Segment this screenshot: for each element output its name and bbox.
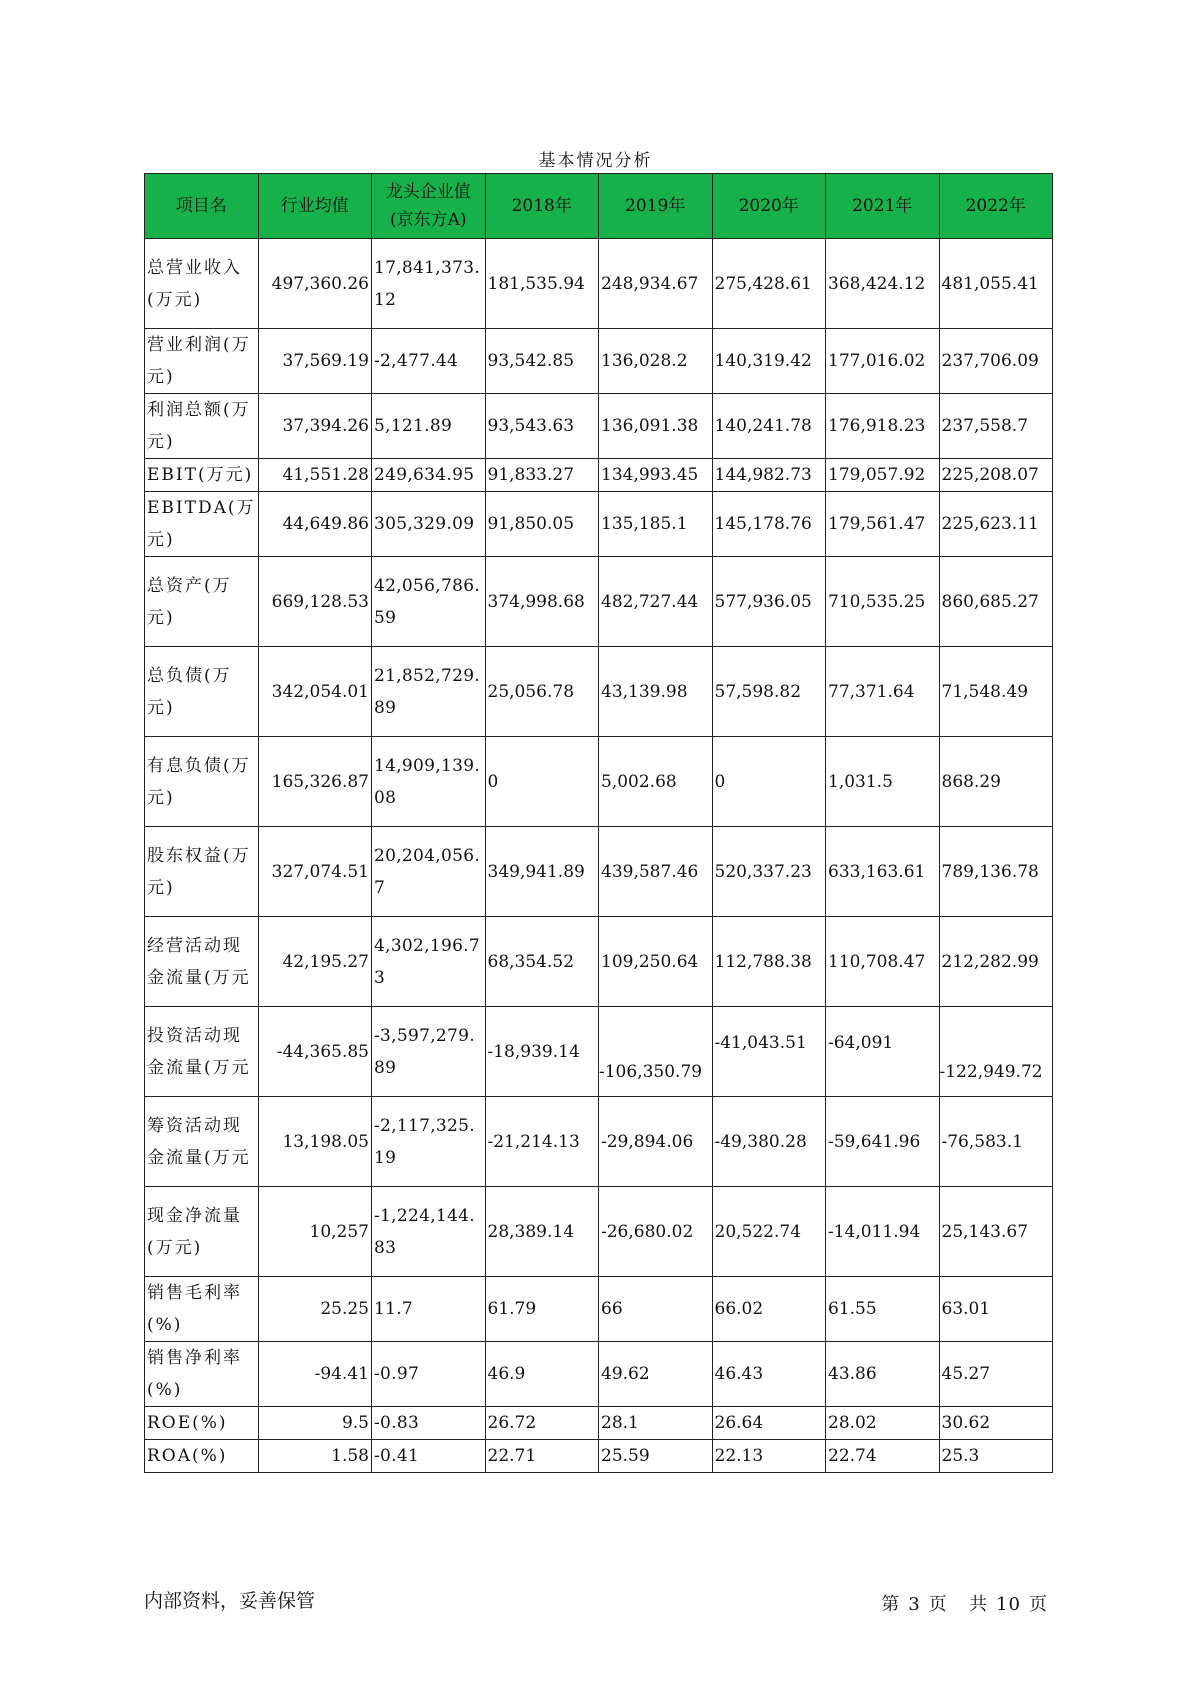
- leader-value-cell: 5,121.89: [372, 394, 486, 459]
- table-body: [145, 239, 1053, 1473]
- financial-table: [144, 173, 1053, 1473]
- table-title: 基本情况分析: [538, 151, 653, 171]
- table-row: [145, 492, 1053, 557]
- year-cell-2018: 46.9: [485, 1342, 599, 1407]
- year-cell-2018: -21,214.13: [485, 1097, 599, 1187]
- year-cell-2022: 25.3: [939, 1440, 1053, 1473]
- year-cell-2022: 45.27: [939, 1342, 1053, 1407]
- year-cell-2020: 0: [712, 737, 826, 827]
- table-row: [145, 917, 1053, 1007]
- industry-average-cell: 669,128.53: [258, 557, 372, 647]
- year-cell-2020: 144,982.73: [712, 459, 826, 492]
- column-header-4: 2019年: [599, 174, 713, 239]
- year-cell-2018: 26.72: [485, 1407, 599, 1440]
- column-header-5: 2020年: [712, 174, 826, 239]
- year-cell-2018: 28,389.14: [485, 1187, 599, 1277]
- year-cell-2022: 63.01: [939, 1277, 1053, 1342]
- year-cell-2019: -106,350.79: [599, 1007, 713, 1097]
- year-cell-2018: 374,998.68: [485, 557, 599, 647]
- year-cell-2022: 25,143.67: [939, 1187, 1053, 1277]
- year-cell-2021: 179,561.47: [826, 492, 940, 557]
- table-row: [145, 1097, 1053, 1187]
- row-label: 投资活动现金流量(万元: [145, 1007, 259, 1097]
- year-cell-2018: 61.79: [485, 1277, 599, 1342]
- year-cell-2020: 20,522.74: [712, 1187, 826, 1277]
- industry-average-cell: -44,365.85: [258, 1007, 372, 1097]
- year-cell-2022: 212,282.99: [939, 917, 1053, 1007]
- year-cell-2021: 368,424.12: [826, 239, 940, 329]
- year-cell-2021: 28.02: [826, 1407, 940, 1440]
- table-row: [145, 459, 1053, 492]
- year-cell-2021: 179,057.92: [826, 459, 940, 492]
- leader-value-cell: 305,329.09: [372, 492, 486, 557]
- year-cell-2022: 868.29: [939, 737, 1053, 827]
- year-cell-2019: 482,727.44: [599, 557, 713, 647]
- leader-value-cell: -2,477.44: [372, 329, 486, 394]
- year-cell-2018: 0: [485, 737, 599, 827]
- year-cell-2019: 134,993.45: [599, 459, 713, 492]
- industry-average-cell: 327,074.51: [258, 827, 372, 917]
- table-row: [145, 737, 1053, 827]
- row-label: 销售毛利率(%): [145, 1277, 259, 1342]
- column-header-0: 项目名: [145, 174, 259, 239]
- industry-average-cell: 42,195.27: [258, 917, 372, 1007]
- row-label: 有息负债(万元): [145, 737, 259, 827]
- year-cell-2020: 140,319.42: [712, 329, 826, 394]
- page-indicator: [877, 1590, 1052, 1616]
- year-cell-2020: 46.43: [712, 1342, 826, 1407]
- year-cell-2018: -18,939.14: [485, 1007, 599, 1097]
- row-label: 总营业收入(万元): [145, 239, 259, 329]
- year-cell-2018: 93,543.63: [485, 394, 599, 459]
- year-cell-2021: -64,091: [826, 1007, 940, 1097]
- table-row: [145, 1342, 1053, 1407]
- leader-value-cell: 17,841,373.12: [372, 239, 486, 329]
- year-cell-2022: 71,548.49: [939, 647, 1053, 737]
- year-cell-2020: 577,936.05: [712, 557, 826, 647]
- row-label: 股东权益(万元): [145, 827, 259, 917]
- total-pages: 10: [996, 1594, 1021, 1615]
- year-cell-2018: 91,833.27: [485, 459, 599, 492]
- column-header-7: 2022年: [939, 174, 1053, 239]
- year-cell-2022: 860,685.27: [939, 557, 1053, 647]
- year-cell-2018: 93,542.85: [485, 329, 599, 394]
- table-row: [145, 647, 1053, 737]
- leader-value-cell: -2,117,325.19: [372, 1097, 486, 1187]
- industry-average-cell: 342,054.01: [258, 647, 372, 737]
- year-cell-2018: 181,535.94: [485, 239, 599, 329]
- year-cell-2019: 43,139.98: [599, 647, 713, 737]
- year-cell-2019: 136,091.38: [599, 394, 713, 459]
- year-cell-2021: -59,641.96: [826, 1097, 940, 1187]
- leader-value-cell: 4,302,196.73: [372, 917, 486, 1007]
- row-label: 经营活动现金流量(万元: [145, 917, 259, 1007]
- year-cell-2022: 30.62: [939, 1407, 1053, 1440]
- year-cell-2020: 520,337.23: [712, 827, 826, 917]
- industry-average-cell: 44,649.86: [258, 492, 372, 557]
- year-cell-2021: 176,918.23: [826, 394, 940, 459]
- confidential-note: 内部资料，妥善保管: [144, 1590, 316, 1612]
- table-row: [145, 394, 1053, 459]
- industry-average-cell: 37,394.26: [258, 394, 372, 459]
- row-label: ROA(%): [145, 1440, 259, 1473]
- year-cell-2021: 1,031.5: [826, 737, 940, 827]
- row-label: EBIT(万元): [145, 459, 259, 492]
- leader-value-cell: -0.97: [372, 1342, 486, 1407]
- leader-value-cell: 21,852,729.89: [372, 647, 486, 737]
- year-cell-2022: 237,706.09: [939, 329, 1053, 394]
- year-cell-2020: 275,428.61: [712, 239, 826, 329]
- table-row: [145, 1277, 1053, 1342]
- year-cell-2018: 68,354.52: [485, 917, 599, 1007]
- year-cell-2022: -76,583.1: [939, 1097, 1053, 1187]
- industry-average-cell: 13,198.05: [258, 1097, 372, 1187]
- page-number: 3: [908, 1594, 921, 1615]
- industry-average-cell: -94.41: [258, 1342, 372, 1407]
- year-cell-2022: 225,208.07: [939, 459, 1053, 492]
- industry-average-cell: 165,326.87: [258, 737, 372, 827]
- year-cell-2019: -26,680.02: [599, 1187, 713, 1277]
- year-cell-2018: 25,056.78: [485, 647, 599, 737]
- row-label: 筹资活动现金流量(万元: [145, 1097, 259, 1187]
- year-cell-2020: 112,788.38: [712, 917, 826, 1007]
- industry-average-cell: 25.25: [258, 1277, 372, 1342]
- table-row: [145, 1187, 1053, 1277]
- industry-average-cell: 10,257: [258, 1187, 372, 1277]
- row-label: 利润总额(万元): [145, 394, 259, 459]
- industry-average-cell: 497,360.26: [258, 239, 372, 329]
- year-cell-2020: 57,598.82: [712, 647, 826, 737]
- leader-value-cell: -0.83: [372, 1407, 486, 1440]
- leader-value-cell: 14,909,139.08: [372, 737, 486, 827]
- table-row: [145, 1407, 1053, 1440]
- leader-value-cell: 20,204,056.7: [372, 827, 486, 917]
- year-cell-2019: 66: [599, 1277, 713, 1342]
- year-cell-2021: 710,535.25: [826, 557, 940, 647]
- year-cell-2022: 481,055.41: [939, 239, 1053, 329]
- industry-average-cell: 9.5: [258, 1407, 372, 1440]
- year-cell-2018: 91,850.05: [485, 492, 599, 557]
- year-cell-2019: 25.59: [599, 1440, 713, 1473]
- year-cell-2021: 43.86: [826, 1342, 940, 1407]
- year-cell-2019: 28.1: [599, 1407, 713, 1440]
- table-row: [145, 329, 1053, 394]
- row-label: ROE(%): [145, 1407, 259, 1440]
- row-label: EBITDA(万元): [145, 492, 259, 557]
- year-cell-2022: 789,136.78: [939, 827, 1053, 917]
- column-header-2: 龙头企业值 (京东方A): [372, 174, 486, 239]
- row-label: 总负债(万元): [145, 647, 259, 737]
- year-cell-2022: -122,949.72: [939, 1007, 1053, 1097]
- table-row: [145, 1007, 1053, 1097]
- row-label: 营业利润(万元): [145, 329, 259, 394]
- year-cell-2018: 349,941.89: [485, 827, 599, 917]
- year-cell-2019: 439,587.46: [599, 827, 713, 917]
- year-cell-2020: -41,043.51: [712, 1007, 826, 1097]
- year-cell-2019: 136,028.2: [599, 329, 713, 394]
- year-cell-2020: 26.64: [712, 1407, 826, 1440]
- page-unit: 页: [928, 1594, 948, 1615]
- year-cell-2021: 61.55: [826, 1277, 940, 1342]
- industry-average-cell: 37,569.19: [258, 329, 372, 394]
- table-row: [145, 827, 1053, 917]
- row-label: 总资产(万元): [145, 557, 259, 647]
- year-cell-2018: 22.71: [485, 1440, 599, 1473]
- year-cell-2022: 237,558.7: [939, 394, 1053, 459]
- leader-value-cell: 11.7: [372, 1277, 486, 1342]
- year-cell-2021: 77,371.64: [826, 647, 940, 737]
- column-header-1: 行业均值: [258, 174, 372, 239]
- leader-value-cell: -3,597,279.89: [372, 1007, 486, 1097]
- leader-value-cell: 42,056,786.59: [372, 557, 486, 647]
- industry-average-cell: 1.58: [258, 1440, 372, 1473]
- year-cell-2021: 110,708.47: [826, 917, 940, 1007]
- year-cell-2019: 49.62: [599, 1342, 713, 1407]
- year-cell-2020: 145,178.76: [712, 492, 826, 557]
- header-row: [145, 174, 1053, 239]
- year-cell-2019: -29,894.06: [599, 1097, 713, 1187]
- total-prefix: 共: [969, 1594, 989, 1615]
- year-cell-2019: 109,250.64: [599, 917, 713, 1007]
- year-cell-2021: -14,011.94: [826, 1187, 940, 1277]
- year-cell-2019: 135,185.1: [599, 492, 713, 557]
- year-cell-2020: -49,380.28: [712, 1097, 826, 1187]
- row-label: 销售净利率(%): [145, 1342, 259, 1407]
- year-cell-2022: 225,623.11: [939, 492, 1053, 557]
- leader-value-cell: -0.41: [372, 1440, 486, 1473]
- leader-value-cell: 249,634.95: [372, 459, 486, 492]
- column-header-3: 2018年: [485, 174, 599, 239]
- table-row: [145, 557, 1053, 647]
- column-header-6: 2021年: [826, 174, 940, 239]
- year-cell-2020: 22.13: [712, 1440, 826, 1473]
- row-label: 现金净流量(万元): [145, 1187, 259, 1277]
- table-row: [145, 1440, 1053, 1473]
- table-row: [145, 239, 1053, 329]
- year-cell-2019: 5,002.68: [599, 737, 713, 827]
- year-cell-2021: 177,016.02: [826, 329, 940, 394]
- total-unit: 页: [1029, 1594, 1048, 1615]
- industry-average-cell: 41,551.28: [258, 459, 372, 492]
- year-cell-2019: 248,934.67: [599, 239, 713, 329]
- year-cell-2021: 633,163.61: [826, 827, 940, 917]
- year-cell-2020: 140,241.78: [712, 394, 826, 459]
- year-cell-2021: 22.74: [826, 1440, 940, 1473]
- page-prefix: 第: [881, 1594, 901, 1615]
- leader-value-cell: -1,224,144.83: [372, 1187, 486, 1277]
- year-cell-2020: 66.02: [712, 1277, 826, 1342]
